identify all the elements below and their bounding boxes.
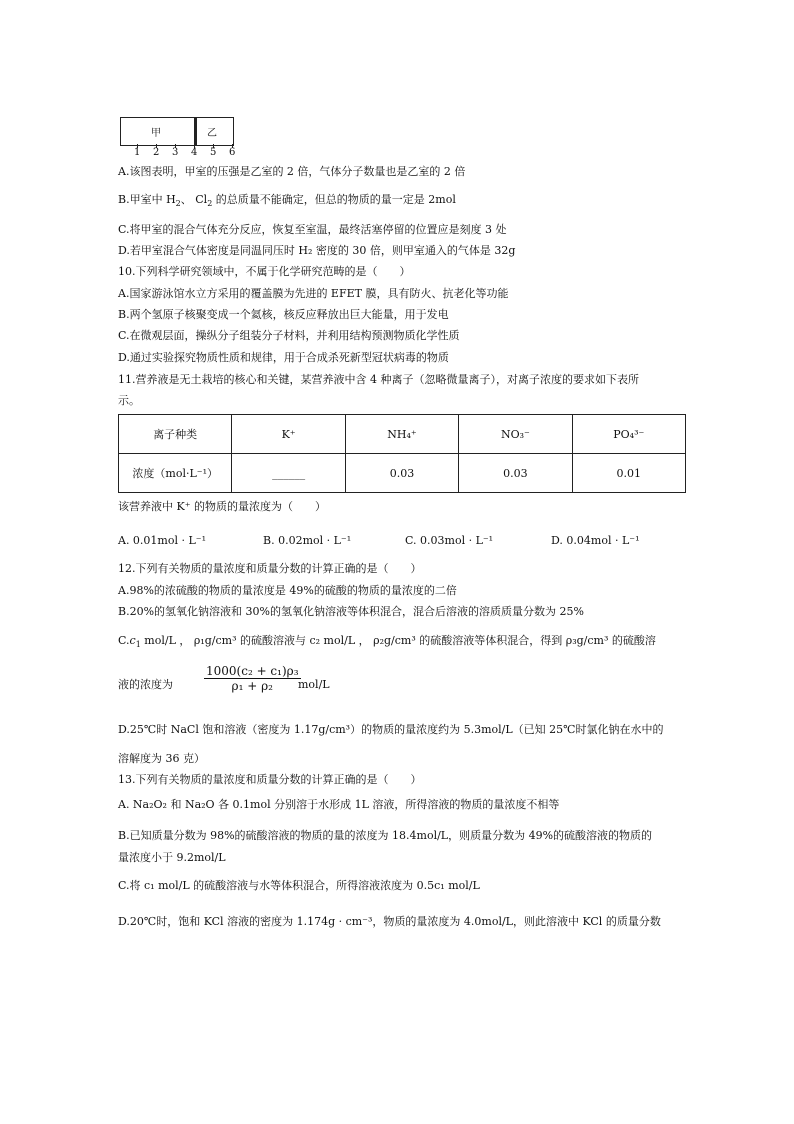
q10-stem: 10.下列科学研究领域中，不属于化学研究范畴的是（ ） — [118, 265, 411, 278]
q13-option-a: A. Na₂O₂ 和 Na₂O 各 0.1mol 分别溶于水形成 1L 溶液，所得溶液的物质的量浓度不相等 — [118, 798, 560, 811]
table-cell: 0.01 — [572, 454, 685, 493]
q12-option-d-1: D.25℃时 NaCl 饱和溶液（密度为 1.17g/cm³）的物质的量浓度约为 5.3mol/L（已知 25℃时氯化钠在水中的 — [118, 723, 664, 736]
q9-b-pre: B.甲室中 H — [118, 193, 176, 206]
q9-option-a: A.该图表明，甲室的压强是乙室的 2 倍，气体分子数量也是乙室的 2 倍 — [118, 165, 466, 178]
q11-option-d: D. 0.04mol · L⁻¹ — [551, 534, 640, 547]
q9-option-c: C.将甲室的混合气体充分反应，恢复至室温，最终活塞停留的位置应是刻度 3 处 — [118, 223, 507, 236]
table-row-label: 浓度（mol·L⁻¹） — [119, 454, 232, 493]
q11-stem-1: 11.营养液是无土栽培的核心和关键，某营养液中含 4 种离子（忽略微量离子），对离子浓度的要求如下表所 — [118, 373, 639, 386]
scale-2: 2 — [153, 147, 160, 158]
fraction-unit: mol/L — [298, 678, 330, 691]
scale-3: 3 — [172, 147, 179, 158]
table-header-cell: 离子种类 — [119, 415, 232, 454]
table-cell: 0.03 — [459, 454, 572, 493]
ion-table — [118, 414, 686, 493]
q13-option-b-2: 量浓度小于 9.2mol/L — [118, 851, 226, 864]
table-header-cell: K⁺ — [232, 415, 345, 454]
q12-option-c: $C.c_1$ mol/L ， ρ₁g/cm³ 的硫酸溶液与 c₂ mol/L ， ρ₂g/cm³ 的硫酸溶液等体积混合，得到 ρ₃g/cm³ 的硫酸溶 — [118, 634, 656, 649]
scale-1: 1 — [134, 147, 141, 158]
q10-option-d: D.通过实验探究物质性质和规律，用于合成杀死新型冠状病毒的物质 — [118, 351, 449, 364]
q12-c-text: mol/L ， ρ₁g/cm³ 的硫酸溶液与 c₂ mol/L ， ρ₂g/cm³ 的硫酸溶液等体积混合，得到 ρ₃g/cm³ 的硫酸溶 — [144, 634, 656, 647]
q13-option-c: C.将 c₁ mol/L 的硫酸溶液与水等体积混合，所得溶液浓度为 0.5c₁ mol/L — [118, 879, 480, 892]
q11-option-b: B. 0.02mol · L⁻¹ — [263, 534, 352, 547]
q11-option-c: C. 0.03mol · L⁻¹ — [405, 534, 494, 547]
table-cell: 0.03 — [345, 454, 458, 493]
scale-4: 4 — [191, 147, 198, 158]
table-header-cell: NH₄⁺ — [345, 415, 458, 454]
q13-stem: 13.下列有关物质的量浓度和质量分数的计算正确的是（ ） — [118, 773, 422, 786]
chamber-right-label: 乙 — [207, 128, 217, 139]
table-header-cell: PO₄³⁻ — [572, 415, 685, 454]
q11-question: 该营养液中 K⁺ 的物质的量浓度为（ ） — [118, 500, 327, 513]
q10-option-c: C.在微观层面，操纵分子组装分子材料，并利用结构预测物质化学性质 — [118, 329, 460, 342]
q12-option-d-2: 溶解度为 36 克） — [118, 752, 205, 765]
scale-6: 6 — [229, 147, 236, 158]
fraction-denominator: ρ₁ + ρ₂ — [231, 679, 273, 693]
scale-5: 5 — [210, 147, 217, 158]
q12-stem: 12.下列有关物质的量浓度和质量分数的计算正确的是（ ） — [118, 562, 422, 575]
table-row — [119, 415, 686, 454]
q9-option-b: B.甲室中 $H_2$、 $Cl_2$ 的总质量不能确定，但总的物质的量一定是 2mol — [118, 193, 456, 208]
q12-option-a: A.98%的浓硫酸的物质的量浓度是 49%的硫酸的物质的量浓度的二倍 — [118, 584, 457, 597]
q12-option-b: B.20%的氢氧化钠溶液和 30%的氢氧化钠溶液等体积混合，混合后溶液的溶质质量分数为 25% — [118, 605, 584, 618]
q10-option-b: B.两个氢原子核聚变成一个氦核，核反应释放出巨大能量，用于发电 — [118, 308, 449, 321]
q12-c-pre: C. — [118, 634, 130, 647]
q10-option-a: A.国家游泳馆水立方采用的覆盖膜为先进的 EFET 膜，具有防火、抗老化等功能 — [118, 287, 509, 300]
q12-c-line2: 液的浓度为 — [118, 678, 173, 691]
q13-option-b-1: B.已知质量分数为 98%的硫酸溶液的物质的量的浓度为 18.4mol/L，则质量分数为 49%的硫酸溶液的物质的 — [118, 829, 653, 842]
q11-stem-2: 示。 — [118, 394, 140, 407]
table-header-cell: NO₃⁻ — [459, 415, 572, 454]
q9-option-d: D.若甲室混合气体密度是同温同压时 H₂ 密度的 30 倍，则甲室通入的气体是 32g — [118, 244, 516, 257]
q13-option-d: D.20℃时，饱和 KCl 溶液的密度为 1.174g · cm⁻³，物质的量浓度为 4.0mol/L，则此溶液中 KCl 的质量分数 — [118, 915, 661, 928]
q9-b-post: 的总质量不能确定，但总的物质的量一定是 2mol — [212, 193, 456, 206]
table-cell: ______ — [232, 454, 345, 493]
concentration-fraction — [204, 664, 301, 693]
q9-b-mid: 、 Cl — [180, 193, 208, 206]
fraction-numerator: 1000(c₂ + c₁)ρ₃ — [206, 664, 299, 678]
chamber-left-label: 甲 — [151, 128, 161, 139]
q11-option-a: A. 0.01mol · L⁻¹ — [118, 534, 207, 547]
table-row — [119, 454, 686, 493]
